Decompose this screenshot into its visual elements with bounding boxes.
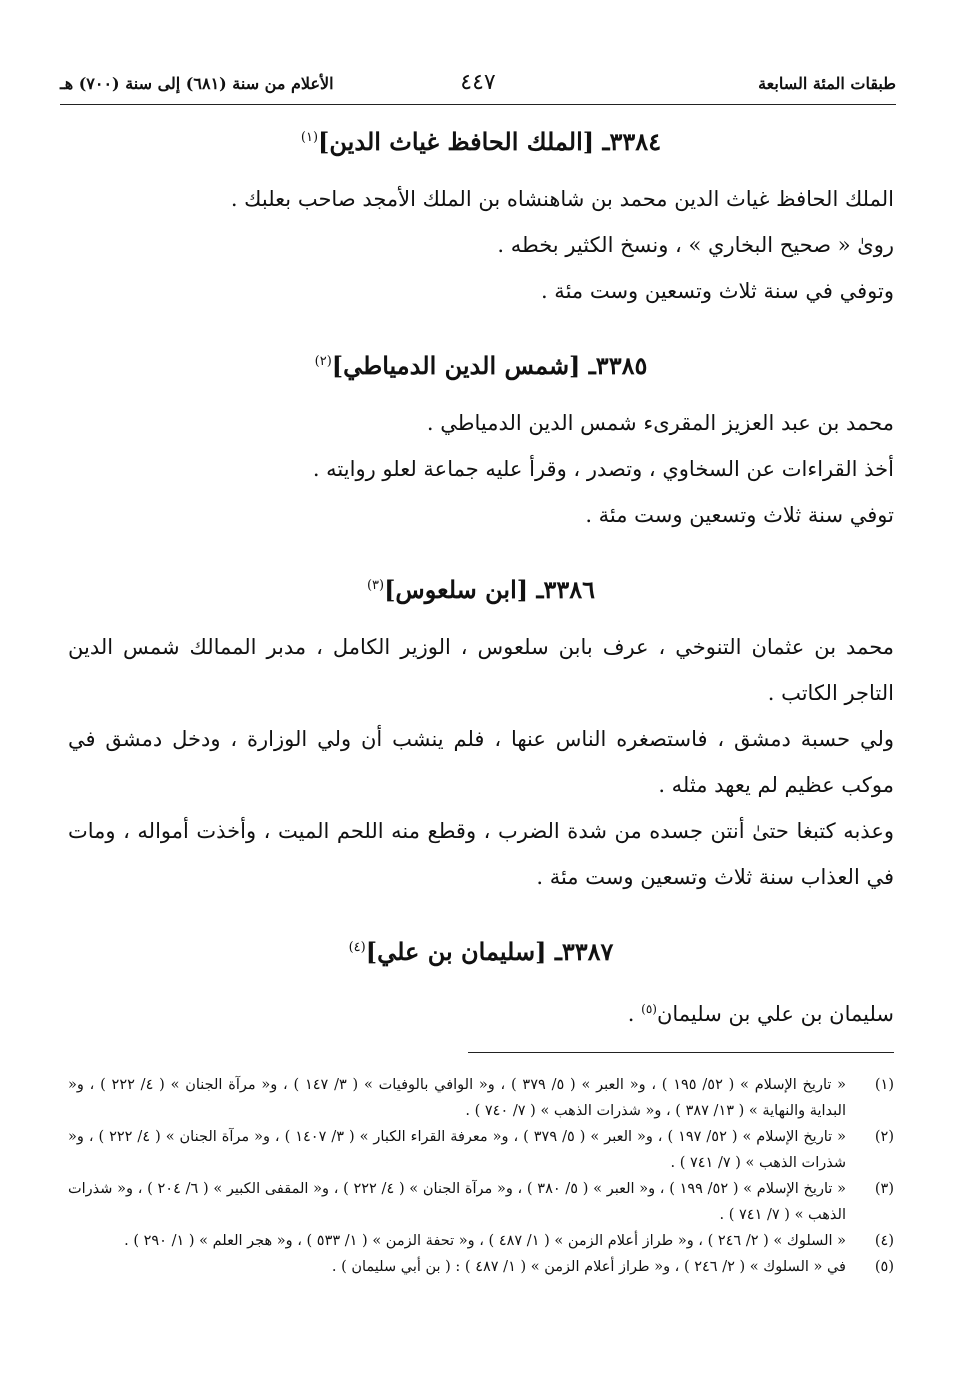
main-text [68,118,894,1037]
footnote-number: (٥) [874,1259,894,1275]
running-header [60,70,896,106]
paragraph: وتوفي في سنة ثلاث وتسعين وست مئة . [540,279,894,303]
footnote-text: « السلوك » ( ٢/ ٢٤٦ ) ، و« طراز أعلام الزمن » ( ١/ ٤٨٧ ) ، و« تحفة الزمن » ( ١/ ٥٣٣ ) ، و« هجر العلم » ( ١/ ٢٩٠ ) . [124,1233,846,1249]
footnote-number: (١) [874,1077,894,1093]
entry-title: ٣٣٨٧ـ [سليمان بن علي]$^{(٤)}$ [348,937,614,966]
paragraph: روىٰ « صحيح البخاري » ، ونسخ الكثير بخطه . [497,233,894,257]
entry-title: ٣٣٨٥ـ [شمس الدين الدمياطي]$^{(٢)}$ [314,351,648,380]
footnote-number: (٣) [874,1181,894,1197]
header-section-title: طبقات المئة السابعة [758,74,896,93]
footnote-ref[interactable]: (٢) [314,354,332,369]
footnote [68,1176,894,1228]
page-number: ٤٤٧ [460,70,496,95]
paragraph: الملك الحافظ غياث الدين محمد بن شاهنشاه بن الملك الأمجد صاحب بعلبك . [230,187,894,211]
footnote-ref[interactable]: (٥) [641,1002,657,1016]
footnote-text: « تاريخ الإسلام » ( ٥٢/ ١٩٩ ) ، و« العبر » ( ٥/ ٣٨٠ ) ، و« مرآة الجنان » ( ٤/ ٢٢٢ ) ، و« المقفى الكبير » ( ٦/ ٢٠٤ ) ، و« شذرات الذهب » ( ٧/ ٧٤١ ) . [68,1181,846,1223]
footnote [68,1124,894,1176]
footnote [68,1254,894,1280]
footnote-text: في « السلوك » ( ٢/ ٢٤٦ ) ، و« طراز أعلام الزمن » ( ١/ ٤٨٧ ) : ( بن أبي سليمان ) . [331,1259,846,1275]
entry-3386 [68,566,894,900]
footnote-number: (٢) [874,1129,894,1145]
entry-3387 [68,928,894,1037]
footnote-text: « تاريخ الإسلام » ( ٥٢/ ١٩٥ ) ، و« العبر » ( ٥/ ٣٧٩ ) ، و« الوافي بالوفيات » ( ٣/ ١٤٧ ) ، و« مرآة الجنان » ( ٤/ ٢٢٢ ) ، و« البداية والنهاية » ( ١٣/ ٣٨٧ ) ، و« شذرات الذهب » ( ٧/ ٧٤٠ ) . [68,1077,847,1119]
footnote [68,1228,894,1254]
footnotes [68,1072,894,1280]
footnote-ref[interactable]: (٣) [366,578,385,593]
footnote-rule [468,1052,894,1053]
entry-3385 [68,342,894,538]
header-rule [60,104,896,105]
paragraph: محمد بن عثمان التنوخي ، عرف بابن سلعوس ، الوزير الكامل ، مدبر الممالك شمس الدين التاجر الكاتب . [68,635,894,705]
footnote-ref[interactable]: (١) [300,130,319,145]
header-range-title: الأعلام من سنة (٦٨١) إلى سنة (٧٠٠) هـ [60,74,334,93]
entry-title: ٣٣٨٤ـ [الملك الحافظ غياث الدين]$^{(١)}$ [300,127,662,156]
paragraph: توفي سنة ثلاث وتسعين وست مئة . [585,503,894,527]
paragraph: ولي حسبة دمشق ، فاستصغره الناس عنها ، فلم ينشب أن ولي الوزارة ، ودخل دمشق في موكب عظيم لم يعهد مثله . [68,727,894,797]
footnote-number: (٤) [874,1233,894,1249]
paragraph: سليمان بن علي بن سليمان$^{(٥)}$ . [627,1002,894,1026]
entry-title: ٣٣٨٦ـ [ابن سلعوس]$^{(٣)}$ [366,575,596,604]
footnote-ref[interactable]: (٤) [348,940,366,955]
entry-3384 [68,118,894,314]
paragraph: وعذبه كتبغا حتىٰ أنتن جسده من شدة الضرب ، وقطع منه اللحم الميت ، وأخذت أمواله ، ومات في العذاب سنة ثلاث وتسعين وست مئة . [68,819,894,889]
footnote [68,1072,894,1124]
paragraph: محمد بن عبد العزيز المقرىء شمس الدين الدمياطي . [426,411,894,435]
paragraph: أخذ القراءات عن السخاوي ، وتصدر ، وقرأ عليه جماعة لعلو روايته . [312,457,894,481]
footnote-text: « تاريخ الإسلام » ( ٥٢/ ١٩٧ ) ، و« العبر » ( ٥/ ٣٧٩ ) ، و« معرفة القراء الكبار » ( ٣/ ١٤٠٧ ) ، و« مرآة الجنان » ( ٤/ ٢٢٢ ) ، و« شذرات الذهب » ( ٧/ ٧٤١ ) . [68,1129,847,1171]
